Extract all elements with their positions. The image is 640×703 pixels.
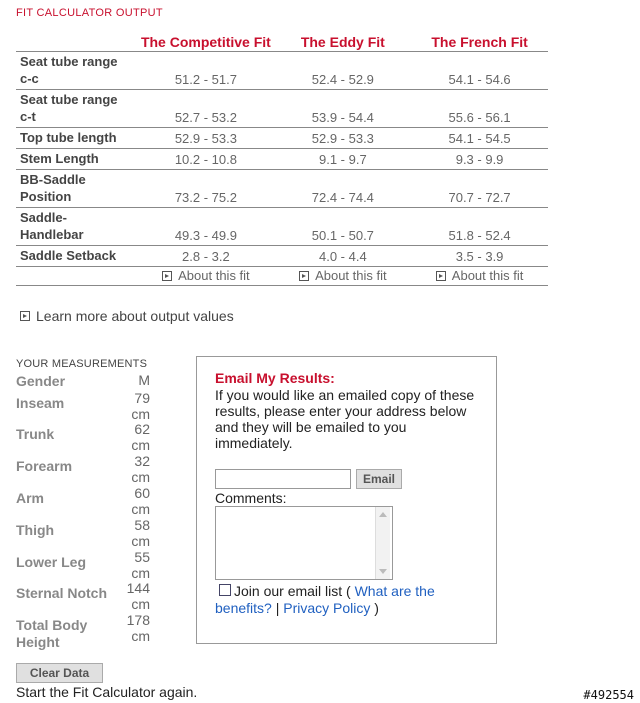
row-label	[16, 170, 137, 208]
row-label-line: Seat tube range	[20, 54, 118, 69]
table-header-row	[16, 32, 548, 52]
comments-scrollbar[interactable]	[375, 507, 390, 579]
measurement-value: M	[138, 372, 150, 388]
arrow-box-icon	[20, 311, 30, 321]
table-row	[16, 246, 548, 267]
fit-value-cell: 54.1 - 54.5	[411, 128, 548, 149]
measurement-label: Gender	[16, 373, 66, 389]
fit-value-cell: 9.1 - 9.7	[275, 149, 412, 170]
measurement-value: 60 cm	[131, 485, 150, 517]
clear-data-button[interactable]: Clear Data	[16, 663, 103, 683]
row-label-line: Top tube length	[20, 130, 117, 145]
table-row	[16, 128, 548, 149]
arrow-box-icon	[299, 271, 309, 281]
fit-value-cell: 55.6 - 56.1	[411, 90, 548, 128]
measurement-label: Total Body Height	[16, 617, 88, 650]
column-header-competitive: The Competitive Fit	[137, 32, 274, 52]
measurement-label: Sternal Notch	[16, 585, 108, 601]
scroll-down-icon[interactable]	[379, 569, 387, 574]
row-label	[16, 208, 137, 246]
fit-value-cell: 52.7 - 53.2	[137, 90, 274, 128]
fit-value-cell: 4.0 - 4.4	[275, 246, 412, 267]
row-label-line: Saddle Setback	[20, 248, 117, 263]
about-this-fit-link[interactable]	[411, 267, 548, 286]
image-id-label: #492554	[583, 688, 634, 702]
measurement-value: 58 cm	[131, 517, 150, 549]
email-title: Email My Results:	[215, 370, 335, 386]
learn-more-label: Learn more about output values	[36, 308, 234, 324]
fit-value-cell: 72.4 - 74.4	[275, 170, 412, 208]
fit-value-cell: 3.5 - 3.9	[411, 246, 548, 267]
privacy-policy-link[interactable]: Privacy Policy	[283, 600, 371, 616]
about-this-fit-link[interactable]	[275, 267, 412, 286]
measurement-label: Forearm	[16, 458, 73, 474]
column-header-eddy: The Eddy Fit	[275, 32, 412, 52]
fit-value-cell: 54.1 - 54.6	[411, 52, 548, 90]
email-input[interactable]	[215, 469, 351, 489]
fit-value-cell: 51.2 - 51.7	[137, 52, 274, 90]
fit-value-cell: 9.3 - 9.9	[411, 149, 548, 170]
join-list-checkbox[interactable]	[219, 584, 231, 596]
measurement-value: 55 cm	[131, 549, 150, 581]
fit-value-cell: 70.7 - 72.7	[411, 170, 548, 208]
fit-value-cell: 52.4 - 52.9	[275, 52, 412, 90]
fit-value-cell: 52.9 - 53.3	[137, 128, 274, 149]
learn-more-link[interactable]	[20, 308, 234, 324]
measurement-label: Trunk	[16, 426, 55, 442]
arrow-box-icon	[436, 271, 446, 281]
link-separator: |	[275, 600, 280, 616]
table-row	[16, 149, 548, 170]
comments-label: Comments:	[215, 490, 287, 506]
measurement-value: 144 cm	[126, 580, 150, 612]
about-row-blank	[16, 267, 137, 286]
join-email-list	[215, 583, 485, 617]
join-list-label: Join our email list (	[234, 583, 351, 599]
email-description: If you would like an emailed copy of these results, please enter your address below and they will be emailed to you immediately.	[215, 387, 475, 451]
measurement-label: Thigh	[16, 522, 55, 538]
comments-textarea[interactable]	[215, 506, 393, 580]
about-this-fit-label: About this fit	[178, 268, 250, 283]
fit-value-cell: 52.9 - 53.3	[275, 128, 412, 149]
table-row	[16, 208, 548, 246]
fit-value-cell: 49.3 - 49.9	[137, 208, 274, 246]
scroll-up-icon[interactable]	[379, 512, 387, 517]
arrow-box-icon	[162, 271, 172, 281]
fit-value-cell: 2.8 - 3.2	[137, 246, 274, 267]
measurement-value: 79 cm	[131, 390, 150, 422]
measurement-value: 178 cm	[126, 612, 150, 644]
benefits-link[interactable]: What are the benefits?	[215, 583, 435, 616]
fit-value-cell: 53.9 - 54.4	[275, 90, 412, 128]
row-label-line: Stem Length	[20, 151, 99, 166]
table-row	[16, 170, 548, 208]
measurement-label: Inseam	[16, 395, 65, 411]
row-label-line: c-t	[20, 109, 36, 124]
measurement-value: 62 cm	[131, 421, 150, 453]
about-this-fit-link[interactable]	[137, 267, 274, 286]
column-header-blank	[16, 32, 137, 52]
row-label-line: Saddle-	[20, 210, 67, 225]
restart-fit-calculator-text: Start the Fit Calculator again.	[16, 684, 198, 700]
fit-value-cell: 73.2 - 75.2	[137, 170, 274, 208]
table-row	[16, 52, 548, 90]
fit-value-cell: 51.8 - 52.4	[411, 208, 548, 246]
table-row	[16, 90, 548, 128]
row-label-line: c-c	[20, 71, 39, 86]
join-close-paren: )	[374, 600, 379, 616]
row-label	[16, 90, 137, 128]
measurements-title: YOUR MEASUREMENTS	[16, 358, 148, 370]
about-this-fit-label: About this fit	[315, 268, 387, 283]
fit-results-table	[16, 32, 548, 286]
fit-value-cell: 50.1 - 50.7	[275, 208, 412, 246]
row-label-line: Handlebar	[20, 227, 84, 242]
fit-value-cell: 10.2 - 10.8	[137, 149, 274, 170]
measurement-label: Arm	[16, 490, 45, 506]
email-button[interactable]: Email	[356, 469, 402, 489]
about-this-fit-label: About this fit	[451, 268, 524, 283]
page-title: FIT CALCULATOR OUTPUT	[16, 7, 163, 19]
email-results-panel	[196, 356, 497, 644]
measurement-value: 32 cm	[131, 453, 150, 485]
row-label-line: Position	[20, 189, 72, 204]
row-label	[16, 128, 137, 149]
measurement-label: Lower Leg	[16, 554, 87, 570]
row-label-line: BB-Saddle	[20, 172, 86, 187]
row-label	[16, 52, 137, 90]
row-label	[16, 246, 137, 267]
row-label	[16, 149, 137, 170]
about-links-row	[16, 267, 548, 286]
column-header-french: The French Fit	[411, 32, 548, 52]
row-label-line: Seat tube range	[20, 92, 118, 107]
fit-table-body	[16, 52, 548, 286]
